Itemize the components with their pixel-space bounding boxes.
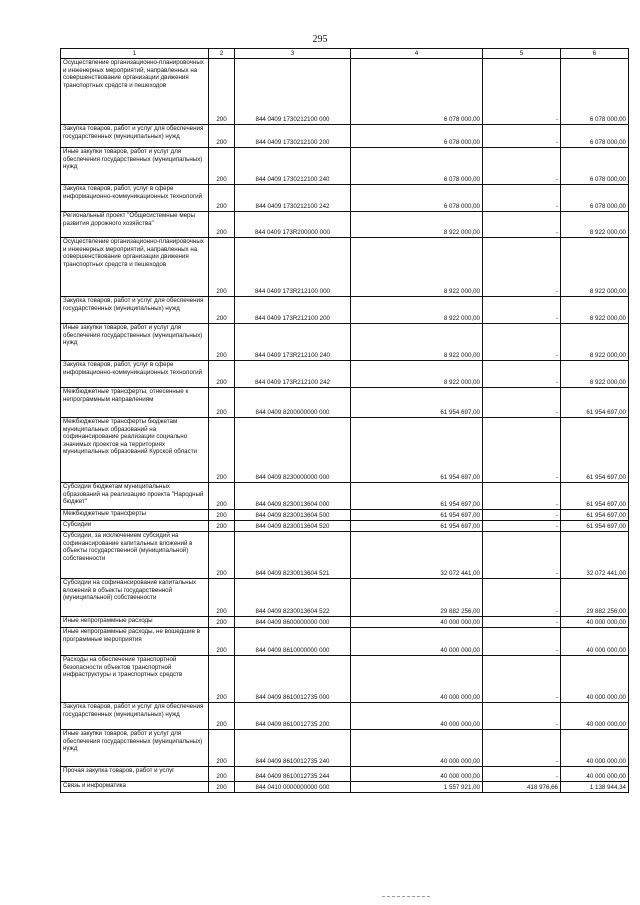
row-code-cell: 200 bbox=[209, 782, 235, 793]
row-value-col5-cell: - bbox=[483, 361, 561, 388]
row-code-cell: 200 bbox=[209, 148, 235, 185]
row-value-col6-cell: 40 000 000,00 bbox=[561, 703, 629, 730]
row-code-cell: 200 bbox=[209, 418, 235, 483]
row-value-col6-cell: 61 954 697,00 bbox=[561, 388, 629, 418]
row-value-col5-cell: - bbox=[483, 212, 561, 238]
row-value-col4-cell: 6 078 000,00 bbox=[351, 148, 483, 185]
table-row bbox=[61, 238, 629, 297]
table-row bbox=[61, 617, 629, 628]
row-value-col4-cell: 40 000 000,00 bbox=[351, 617, 483, 628]
row-name-cell: Субсидии, за исключением субсидий на софинансирование капитальных вложений в объекты государственной (муниципальной) собственности bbox=[61, 532, 209, 579]
table-row bbox=[61, 510, 629, 521]
row-value-col5-cell: - bbox=[483, 579, 561, 617]
row-code-cell: 200 bbox=[209, 617, 235, 628]
row-name-cell: Закупка товаров, работ и услуг для обеспечения государственных (муниципальных) нужд bbox=[61, 703, 209, 730]
row-value-col6-cell: 8 922 000,00 bbox=[561, 324, 629, 361]
row-value-col6-cell: 8 922 000,00 bbox=[561, 297, 629, 324]
row-value-col6-cell: 6 078 000,00 bbox=[561, 125, 629, 148]
row-code-cell: 200 bbox=[209, 297, 235, 324]
table-row bbox=[61, 521, 629, 532]
row-name-cell: Прочая закупка товаров, работ и услуг bbox=[61, 767, 209, 782]
row-code-cell: 200 bbox=[209, 579, 235, 617]
column-header: 6 bbox=[561, 49, 629, 59]
row-value-col4-cell: 8 922 000,00 bbox=[351, 212, 483, 238]
table-row bbox=[61, 125, 629, 148]
row-value-col6-cell: 61 954 697,00 bbox=[561, 483, 629, 510]
row-budget-code-cell: 844 0409 1730212100 200 bbox=[235, 125, 351, 148]
row-budget-code-cell: 844 0409 173R200000 000 bbox=[235, 212, 351, 238]
row-value-col4-cell: 6 078 000,00 bbox=[351, 59, 483, 125]
row-value-col5-cell: - bbox=[483, 767, 561, 782]
row-budget-code-cell: 844 0410 0000000000 000 bbox=[235, 782, 351, 793]
table-row bbox=[61, 148, 629, 185]
table-row bbox=[61, 656, 629, 703]
row-value-col6-cell: 29 882 256,00 bbox=[561, 579, 629, 617]
row-code-cell: 200 bbox=[209, 361, 235, 388]
table-row bbox=[61, 767, 629, 782]
row-code-cell: 200 bbox=[209, 730, 235, 767]
table-row bbox=[61, 361, 629, 388]
row-code-cell: 200 bbox=[209, 510, 235, 521]
row-code-cell: 200 bbox=[209, 483, 235, 510]
table-header-row bbox=[61, 49, 629, 59]
row-value-col4-cell: 32 072 441,00 bbox=[351, 532, 483, 579]
row-budget-code-cell: 844 0409 1730212100 000 bbox=[235, 59, 351, 125]
row-value-col5-cell: - bbox=[483, 510, 561, 521]
table-row bbox=[61, 730, 629, 767]
row-budget-code-cell: 844 0409 173R212100 242 bbox=[235, 361, 351, 388]
row-value-col6-cell: 8 922 000,00 bbox=[561, 361, 629, 388]
row-value-col4-cell: 40 000 000,00 bbox=[351, 628, 483, 656]
row-value-col5-cell: - bbox=[483, 297, 561, 324]
row-budget-code-cell: 844 0409 173R212100 240 bbox=[235, 324, 351, 361]
row-name-cell: Иные закупки товаров, работ и услуг для обеспечения государственных (муниципальных) нужд bbox=[61, 148, 209, 185]
row-name-cell: Осуществление организационно-планировочных и инженерных мероприятий, направленных на совершенствование организации движения транспортных средств и пешеходов bbox=[61, 238, 209, 297]
row-value-col6-cell: 40 000 000,00 bbox=[561, 617, 629, 628]
row-budget-code-cell: 844 0409 8610012735 200 bbox=[235, 703, 351, 730]
row-budget-code-cell: 844 0409 8200000000 000 bbox=[235, 388, 351, 418]
table-row bbox=[61, 388, 629, 418]
row-code-cell: 200 bbox=[209, 125, 235, 148]
row-value-col6-cell: 40 000 000,00 bbox=[561, 730, 629, 767]
row-name-cell: Расходы на обеспечение транспортной безопасности объектов транспортной инфраструктуры и транспортных средств bbox=[61, 656, 209, 703]
row-name-cell: Закупка товаров, работ, услуг в сфере информационно-коммуникационных технологий bbox=[61, 361, 209, 388]
row-value-col6-cell: 1 138 944,34 bbox=[561, 782, 629, 793]
row-value-col6-cell: 40 000 000,00 bbox=[561, 656, 629, 703]
row-code-cell: 200 bbox=[209, 388, 235, 418]
row-value-col4-cell: 8 922 000,00 bbox=[351, 361, 483, 388]
row-budget-code-cell: 844 0409 8230013604 500 bbox=[235, 510, 351, 521]
table-row bbox=[61, 185, 629, 212]
page-number: 295 bbox=[312, 34, 328, 45]
row-budget-code-cell: 844 0409 8230013604 520 bbox=[235, 521, 351, 532]
row-value-col4-cell: 1 557 921,00 bbox=[351, 782, 483, 793]
table-row bbox=[61, 782, 629, 793]
row-value-col4-cell: 40 000 000,00 bbox=[351, 703, 483, 730]
row-code-cell: 200 bbox=[209, 185, 235, 212]
row-name-cell: Закупка товаров, работ, услуг в сфере информационно-коммуникационных технологий bbox=[61, 185, 209, 212]
row-value-col5-cell: - bbox=[483, 730, 561, 767]
row-value-col5-cell: - bbox=[483, 703, 561, 730]
row-value-col5-cell: - bbox=[483, 628, 561, 656]
row-budget-code-cell: 844 0409 173R212100 200 bbox=[235, 297, 351, 324]
row-value-col5-cell: - bbox=[483, 656, 561, 703]
row-value-col6-cell: 61 954 697,00 bbox=[561, 418, 629, 483]
row-value-col5-cell: - bbox=[483, 388, 561, 418]
row-value-col6-cell: 61 954 697,00 bbox=[561, 510, 629, 521]
row-budget-code-cell: 844 0409 8230000000 000 bbox=[235, 418, 351, 483]
table-row bbox=[61, 579, 629, 617]
row-budget-code-cell: 844 0409 1730212100 240 bbox=[235, 148, 351, 185]
row-value-col4-cell: 29 882 256,00 bbox=[351, 579, 483, 617]
row-value-col4-cell: 40 000 000,00 bbox=[351, 730, 483, 767]
row-budget-code-cell: 844 0409 1730212100 242 bbox=[235, 185, 351, 212]
row-value-col4-cell: 61 954 697,00 bbox=[351, 388, 483, 418]
row-code-cell: 200 bbox=[209, 238, 235, 297]
table-row bbox=[61, 628, 629, 656]
column-header: 5 bbox=[483, 49, 561, 59]
row-code-cell: 200 bbox=[209, 59, 235, 125]
table-row bbox=[61, 297, 629, 324]
row-name-cell: Межбюджетные трансферты бюджетам муниципальных образований на софинансирование реализации социально значимых проектов на территориях муниципальных образований Курской области bbox=[61, 418, 209, 483]
row-code-cell: 200 bbox=[209, 212, 235, 238]
row-value-col4-cell: 6 078 000,00 bbox=[351, 125, 483, 148]
row-value-col6-cell: 6 078 000,00 bbox=[561, 185, 629, 212]
table-row bbox=[61, 59, 629, 125]
row-name-cell: Иные непрограммные расходы bbox=[61, 617, 209, 628]
row-value-col5-cell: - bbox=[483, 324, 561, 361]
row-name-cell: Субсидии bbox=[61, 521, 209, 532]
table-row bbox=[61, 418, 629, 483]
row-value-col6-cell: 40 000 000,00 bbox=[561, 628, 629, 656]
row-name-cell: Межбюджетные трансферты, отнесенные к непрограммным направлениям bbox=[61, 388, 209, 418]
row-value-col5-cell: - bbox=[483, 148, 561, 185]
row-value-col4-cell: 8 922 000,00 bbox=[351, 238, 483, 297]
row-value-col5-cell: - bbox=[483, 532, 561, 579]
row-value-col6-cell: 6 078 000,00 bbox=[561, 148, 629, 185]
row-value-col5-cell: - bbox=[483, 125, 561, 148]
row-budget-code-cell: 844 0409 173R212100 000 bbox=[235, 238, 351, 297]
row-value-col5-cell: - bbox=[483, 521, 561, 532]
row-value-col4-cell: 61 954 697,00 bbox=[351, 510, 483, 521]
row-value-col4-cell: 40 000 000,00 bbox=[351, 656, 483, 703]
row-budget-code-cell: 844 0409 8610000000 000 bbox=[235, 628, 351, 656]
row-budget-code-cell: 844 0409 8610012735 000 bbox=[235, 656, 351, 703]
row-value-col5-cell: 418 976,66 bbox=[483, 782, 561, 793]
row-name-cell: Межбюджетные трансферты bbox=[61, 510, 209, 521]
row-name-cell: Иные закупки товаров, работ и услуг для обеспечения государственных (муниципальных) нужд bbox=[61, 730, 209, 767]
row-name-cell: Региональный проект "Общесистемные меры развития дорожного хозяйства" bbox=[61, 212, 209, 238]
budget-table bbox=[60, 48, 629, 793]
column-header: 3 bbox=[235, 49, 351, 59]
row-value-col4-cell: 6 078 000,00 bbox=[351, 185, 483, 212]
column-header: 1 bbox=[61, 49, 209, 59]
row-value-col6-cell: 6 078 000,00 bbox=[561, 59, 629, 125]
row-value-col6-cell: 61 954 697,00 bbox=[561, 521, 629, 532]
row-name-cell: Субсидии на софинансирование капитальных вложений в объекты государственной (муниципальной) собственности bbox=[61, 579, 209, 617]
row-budget-code-cell: 844 0409 8610012735 240 bbox=[235, 730, 351, 767]
row-value-col4-cell: 61 954 697,00 bbox=[351, 521, 483, 532]
table-row bbox=[61, 212, 629, 238]
row-code-cell: 200 bbox=[209, 532, 235, 579]
row-value-col6-cell: 40 000 000,00 bbox=[561, 767, 629, 782]
row-code-cell: 200 bbox=[209, 324, 235, 361]
row-name-cell: Закупка товаров, работ и услуг для обеспечения государственных (муниципальных) нужд bbox=[61, 125, 209, 148]
row-value-col5-cell: - bbox=[483, 59, 561, 125]
row-name-cell: Иные непрограммные расходы, не вошедшие в программные мероприятия bbox=[61, 628, 209, 656]
row-value-col4-cell: 8 922 000,00 bbox=[351, 297, 483, 324]
column-header: 4 bbox=[351, 49, 483, 59]
row-name-cell: Осуществление организационно-планировочных и инженерных мероприятий, направленных на совершенствование организации движения транспортных средств и пешеходов bbox=[61, 59, 209, 125]
row-code-cell: 200 bbox=[209, 767, 235, 782]
row-value-col5-cell: - bbox=[483, 418, 561, 483]
row-code-cell: 200 bbox=[209, 656, 235, 703]
row-value-col6-cell: 8 922 000,00 bbox=[561, 238, 629, 297]
row-value-col6-cell: 8 922 000,00 bbox=[561, 212, 629, 238]
row-budget-code-cell: 844 0409 8230013604 522 bbox=[235, 579, 351, 617]
row-name-cell: Закупка товаров, работ и услуг для обеспечения государственных (муниципальных) нужд bbox=[61, 297, 209, 324]
row-value-col5-cell: - bbox=[483, 185, 561, 212]
row-code-cell: 200 bbox=[209, 521, 235, 532]
row-value-col4-cell: 40 000 000,00 bbox=[351, 767, 483, 782]
row-value-col4-cell: 61 954 697,00 bbox=[351, 418, 483, 483]
row-value-col4-cell: 8 922 000,00 bbox=[351, 324, 483, 361]
table-row bbox=[61, 483, 629, 510]
footer-line bbox=[382, 896, 430, 897]
row-budget-code-cell: 844 0409 8610012735 244 bbox=[235, 767, 351, 782]
row-value-col5-cell: - bbox=[483, 617, 561, 628]
row-budget-code-cell: 844 0409 8230013604 000 bbox=[235, 483, 351, 510]
table-row bbox=[61, 324, 629, 361]
row-code-cell: 200 bbox=[209, 703, 235, 730]
row-name-cell: Связь и информатика bbox=[61, 782, 209, 793]
table-row bbox=[61, 703, 629, 730]
table-row bbox=[61, 532, 629, 579]
column-header: 2 bbox=[209, 49, 235, 59]
row-budget-code-cell: 844 0409 8230013604 521 bbox=[235, 532, 351, 579]
row-name-cell: Иные закупки товаров, работ и услуг для обеспечения государственных (муниципальных) нужд bbox=[61, 324, 209, 361]
row-value-col4-cell: 61 954 697,00 bbox=[351, 483, 483, 510]
row-value-col6-cell: 32 072 441,00 bbox=[561, 532, 629, 579]
row-code-cell: 200 bbox=[209, 628, 235, 656]
row-value-col5-cell: - bbox=[483, 483, 561, 510]
row-value-col5-cell: - bbox=[483, 238, 561, 297]
row-budget-code-cell: 844 0409 8600000000 000 bbox=[235, 617, 351, 628]
row-name-cell: Субсидии бюджетам муниципальных образований на реализацию проекта "Народный бюджет" bbox=[61, 483, 209, 510]
